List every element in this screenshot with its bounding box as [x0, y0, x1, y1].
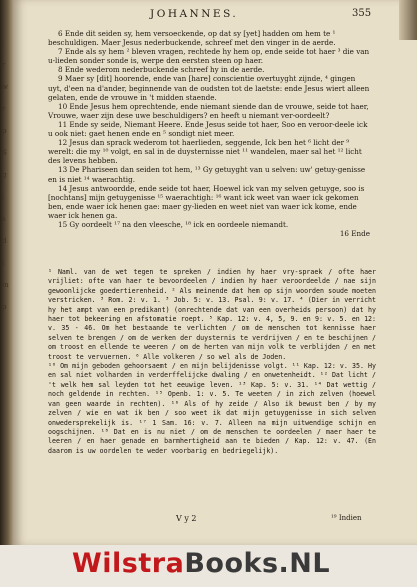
verse-paragraph: 6 Ende dit seiden sy, hem versoeckende, op dat sy [yet] hadden om hem te ¹ beschuldigen. Maer Jesus nederbuckende, schreef met den vinger in de aerde.: [48, 29, 336, 48]
margin-fragment: g: [2, 171, 7, 179]
page-curl: [399, 0, 417, 40]
main-text: [48, 29, 370, 238]
verse-paragraph: 8 Ende wederom nederbuckende schreef hy in de aerde.: [58, 65, 265, 75]
note-paragraph: ¹ Naml. van de wet tegen te spreken / indien hy haer vry-spraek / ofte haer vrijliet: ofte van haer te bevoordeelen / indien hy haer veroordeelde / nae sijn gewoonlijcke goedertierenheid. ² Als meinende dat hem op sijn woorden soude moeten verstricken. ³ Rom. 2: v. 1. ³ Job. 5: v. 13. Psal. 9: v. 17. ⁴ (Dier in verricht hy het ampt van een predikant) (onrechtende dat van een overheids persoon) dat hy haer tot bekeering en afstomatie roept. ⁵ Kap. 12: v. 4, 5, 9. en 9: v. 5. en 12: v. 35 - 46. Om het bestaande te verlichten / om de menschen tot kennisse haer selven te brengen / om de werken der duysternis te verdrijven / en te beschijnen / om troost en ellende te weeren / om de herten van mijn volk te verblijden / en met troost te vervuernen. ⁶ Alle volkeren / so wel als de Joden.: [48, 268, 376, 361]
verse-paragraph: 14 Jesus antwoordde, ende seide tot haer, Hoewel ick van my selven getuyge, soo is [nochtans] mijn getuygenisse ¹⁵ waerachtigh: ¹⁶ want ick weet van waer ick gekomen ben, ende waer ick henen gae: maer gy-lieden en weet niet van waer ick kome, ende waer ick henen ga.: [48, 183, 365, 220]
watermark-part-1: Wilstra: [72, 548, 185, 579]
margin-fragment: i: [2, 259, 5, 267]
margin-fragment: w: [2, 83, 8, 91]
margin-fragment: l: [2, 193, 5, 201]
margin-fragment: r: [2, 61, 6, 69]
verse-paragraph: 10 Ende Jesus hem oprechtende, ende niemant siende dan de vrouwe, seide tot haer, Vrouwe, waer zijn dese uwe beschuldigers? en heeft u niemant ver-oordeelt?: [48, 101, 369, 120]
margin-fragment: p: [2, 127, 7, 135]
catchword: ¹⁹ Indien: [331, 514, 362, 522]
commentary-notes: [48, 268, 376, 456]
note-paragraph: ¹⁰ Om mijn geboden gehoorsaemt / en mijn belijdenisse volgt. ¹¹ Kap. 12: v. 35. Hy en sal niet volharden in verderffelijcke dwaling / en onwetenheidt. ¹² Dat licht / 't welk hem sal leyden tot het eeuwige leven. ¹³ Kap. 5: v. 31. ¹⁴ Dat wettig / noch geldende in rechten. ¹⁵ Openb. 1: v. 5. Te weeten / in zich zelven (hoewel van geen waarde in rechten). ¹⁶ Als of hy zeide / Also ik bewust ben / by my zelven / wie en wat ik ben / soo weet ik dat mijn getuygenisse in sich selven onwedersprekelijk is. ¹⁷ 1 Sam. 16: v. 7. Alleen na mijn uitwendige schijn en oogschijnen. ¹⁸ Dat en is nu niet / om de menschen te oordeelen / maer haer te leeren / en haer genade en barmhertigheid aan te bieden / Kap. 12: v. 47. (En daarom is uw oordelen te weder voorbarig en bedriegelijk).: [48, 362, 376, 455]
margin-fragment: :: [2, 39, 5, 47]
watermark-logo: [72, 548, 330, 579]
margin-fragment: s: [2, 215, 6, 223]
verse-paragraph: 11 Ende sy seide, Niemant Heere. Ende Jesus seide tot haer, Soo en veroor-deele ick u ook niet: gaet henen ende en ⁵ sondigt niet meer.: [48, 119, 368, 139]
margin-fragment: S: [2, 149, 7, 157]
signature-mark: V y 2: [176, 514, 197, 523]
verse-paragraph: 9 Maer sy [dit] hoorende, ende van [hare] conscientie overtuyght zijnde, ⁴ gingen uyt, d'een na d'ander, beginnende van de oudsten tot de laetste: ende Jesus wiert alleen gelaten, ende de vrouwe in 't midden staende.: [48, 74, 370, 102]
margin-fragment: m: [2, 281, 9, 289]
page-number: 355: [352, 8, 372, 19]
verse-paragraph: 15 Gy oordeelt ¹⁷ na den vleesche, ¹⁸ ick en oordeele niemandt.: [58, 219, 289, 229]
margin-fragment: r: [2, 105, 6, 113]
verse-paragraph: 13 De Phariseen dan seiden tot hem, ¹³ Gy getuyght van u selven: uw' getuy-genisse en is niet ¹⁴ waerachtig.: [48, 165, 366, 184]
page-title: JOHANNES.: [150, 8, 239, 20]
margin-fragment: p: [2, 303, 7, 311]
margin-fragment: d: [2, 237, 7, 245]
verse-paragraph: 7 Ende als sy hem ² bleven vragen, rechtede hy hem op, ende seide tot haer ³ die van u-lieden sonder sonde is, werpe den eersten steen op haer.: [48, 47, 370, 66]
watermark-part-2: Books.NL: [184, 548, 331, 579]
verse-paragraph: 12 Jesus dan sprack wederom tot haerlieden, seggende, Ick ben het ⁶ licht der ⁹ werelt: die my ¹⁰ volgt, en sal in de duysternisse niet ¹¹ wandelen, maer sal het ¹² licht des levens hebben.: [48, 138, 362, 166]
verse-paragraph: 16 Ende: [339, 229, 370, 239]
